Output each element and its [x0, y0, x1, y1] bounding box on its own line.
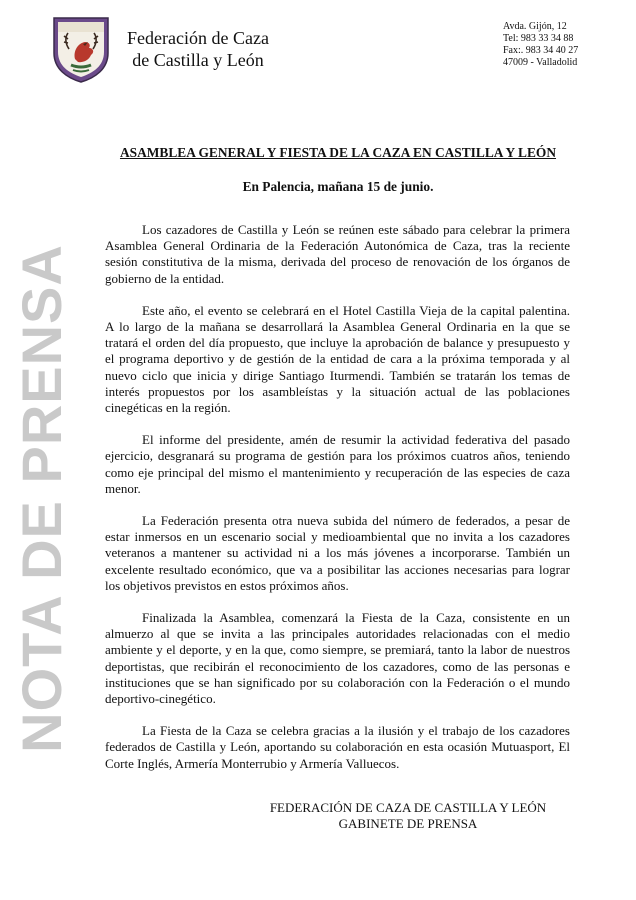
- paragraph: Los cazadores de Castilla y León se reúnen este sábado para celebrar la primera Asamblea General Ordinaria de la Federación Autonómica de Caza, tras la reciente sesión constitutiva de la misma, derivada del proceso de renovación de los órganos de gobierno de la entidad.: [105, 222, 570, 286]
- paragraph: La Fiesta de la Caza se celebra gracias a la ilusión y el trabajo de los cazadores federados de Castilla y León, aportando su colaboración en esta ocasión Mutuasport, El Corte Inglés, Armería Monterrubio y Armería Valluecos.: [105, 723, 570, 771]
- contact-fax: Fax:. 983 34 40 27: [503, 45, 579, 56]
- paragraph: Este año, el evento se celebrará en el Hotel Castilla Vieja de la capital palentina. A lo largo de la mañana se desarrollará la Asamblea General Ordinaria en la que se tratará el orden del día propuesto, que incluye la aprobación de balance y presupuesto y el programa deportivo y de gestión de la entidad de cara a la próxima temporada y al nuevo ciclo que inicia y dirige Santiago Iturmendi. También se tratarán los temas de interés propuestos por los asambleístas y la situación actual de las poblaciones cinegéticas en la región.: [105, 302, 570, 416]
- signature-line2: GABINETE DE PRENSA: [338, 816, 478, 831]
- contact-city: 47009 - Valladolid: [503, 57, 578, 68]
- signature-block: [228, 800, 588, 832]
- press-release-watermark: [2, 243, 80, 753]
- headline: ASAMBLEA GENERAL Y FIESTA DE LA CAZA EN CASTILLA Y LEÓN: [119, 145, 557, 160]
- org-name-line1: Federación de Caza: [127, 28, 269, 48]
- contact-tel: Tel: 983 33 34 88: [503, 33, 574, 44]
- federation-logo: [51, 15, 111, 83]
- org-name-line2: de Castilla y León: [132, 50, 264, 70]
- paragraph: La Federación presenta otra nueva subida del número de federados, a pesar de estar inmersos en un escenario social y medioambiental que no invita a los cazadores veteranos a mantener su actividad ni a los más jóvenes a incorporarse. También un excelente resultado económico, que va a posibilitar las acciones necesarias para lograr los objetivos previstos en estos próximos años.: [105, 513, 570, 593]
- organization-name: [118, 27, 278, 71]
- contact-info: [503, 21, 628, 69]
- subheadline: En Palencia, mañana 15 de junio.: [242, 179, 434, 194]
- paragraph: Finalizada la Asamblea, comenzará la Fiesta de la Caza, consistente en un almuerzo al que se invita a las principales autoridades relacionadas con el medio ambiente y el deporte, y en la que, como siempre, se premiará, tanto la labor de nuestros deportistas, que recibirán el reconocimiento de los cazadores, como de las personas e instituciones que se han significado por su colaboración con la Federación o el mundo deportivo-cinegético.: [105, 610, 570, 707]
- article-body: [105, 222, 570, 788]
- watermark-text: NOTA DE PRENSA: [9, 243, 73, 753]
- contact-address: Avda. Gijón, 12: [503, 21, 567, 32]
- signature-line1: FEDERACIÓN DE CAZA DE CASTILLA Y LEÓN: [269, 800, 547, 815]
- paragraph: El informe del presidente, amén de resumir la actividad federativa del pasado ejercicio, desgranará su programa de gestión para los próximos cuatros años, teniendo como eje principal del mismo el mantenimiento y recuperación de las especies de caza menor.: [105, 432, 570, 496]
